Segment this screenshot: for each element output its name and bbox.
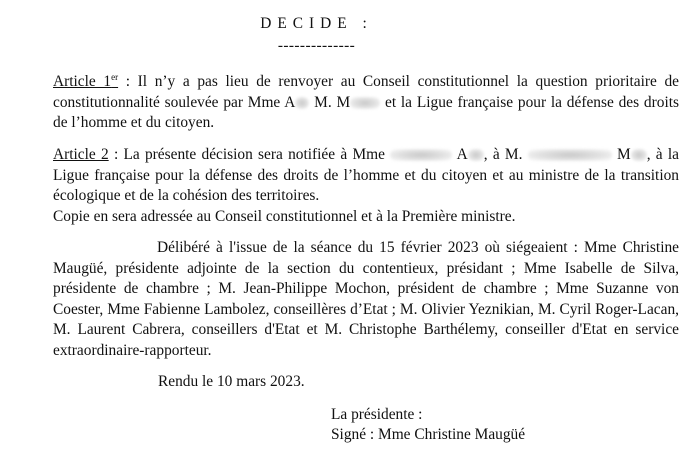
redacted-name: [468, 149, 484, 161]
signature-signed: Signé : Mme Christine Maugüé: [331, 426, 526, 443]
article-1-text-c: et la Ligue française pour la défense des droits de l’homme et du citoyen.: [53, 93, 679, 131]
redacted-name: [350, 97, 380, 109]
article-1-paragraph: [53, 72, 679, 134]
deliberation-paragraph: [53, 238, 679, 361]
article-1-text-b: M. M: [309, 93, 351, 111]
rendu-date: Rendu le 10 mars 2023.: [158, 373, 305, 390]
redacted-name: [390, 149, 452, 161]
article-2-paragraph: [53, 145, 679, 227]
redacted-name: [295, 97, 309, 109]
deliberation-text: Délibéré à l'issue de la séance du 15 février 2023 où siégeaient : Mme Christine Maugüé, présidente adjointe de la section du contentieux, présidant ; Mme Isabelle de Silva, présidente de chambre ; M. Jean-Philippe Mochon, président de chambre ; Mme Suzanne von Coester, Mme Fabienne Lambolez, conseillères d’Etat ; M. Olivier Yeznikian, M. Cyril Roger-Lacan, M. Laurent Cabrera, conseillers d'Etat et M. Christophe Barthélemy, conseiller d'Etat en service extraordinaire-rapporteur.: [53, 239, 679, 359]
article-2-label: Article 2: [53, 146, 109, 163]
redacted-name: [528, 149, 612, 161]
decide-heading: DECIDE :: [260, 15, 373, 32]
article-2-text-b: A: [452, 146, 468, 163]
heading-rule: --------------: [277, 37, 356, 54]
article-1-label: Article 1er: [53, 71, 119, 90]
article-2-text-c: , à M.: [483, 146, 528, 163]
article-2-text-e: , à la Ligue française pour la défense des droits de l’homme et du citoyen et au ministre de la transition écologique et de la cohésion des territoires.: [53, 146, 679, 204]
article-2-text-a: : La présente décision sera notifiée à Mme: [108, 146, 391, 163]
copy-line: Copie en sera adressée au Conseil constitutionnel et à la Première ministre.: [53, 207, 516, 225]
signature-role: La présidente :: [331, 406, 423, 423]
article-2-text-d: M: [611, 146, 631, 163]
redacted-name: [631, 149, 647, 161]
article-1-text-a: : Il n’y a pas lieu de renvoyer au Conseil constitutionnel la question prioritaire de constitutionnalité soulevée par Mme A: [53, 73, 679, 111]
